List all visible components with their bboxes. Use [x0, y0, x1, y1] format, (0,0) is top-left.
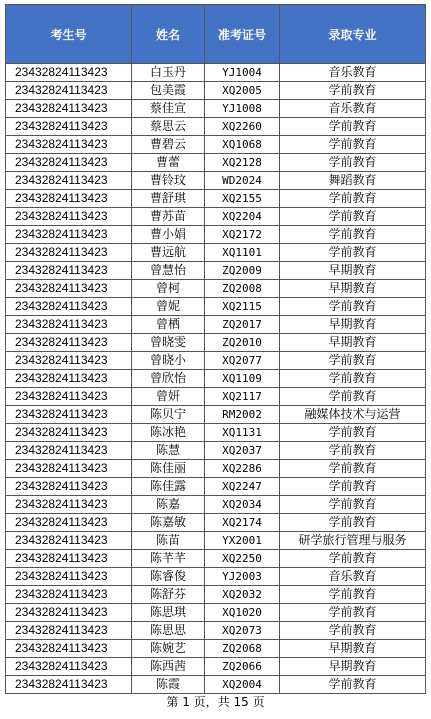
exam-number-cell: ZQ2068	[205, 640, 280, 658]
candidate-number-cell: 23432824113423	[6, 496, 132, 514]
table-row	[6, 586, 426, 604]
table-row	[6, 496, 426, 514]
major-cell: 学前教育	[280, 82, 426, 100]
exam-number-cell: YX2001	[205, 532, 280, 550]
candidate-number-cell: 23432824113423	[6, 262, 132, 280]
candidate-number-cell: 23432824113423	[6, 622, 132, 640]
exam-number-cell: ZQ2010	[205, 334, 280, 352]
table-row	[6, 658, 426, 676]
table-row	[6, 568, 426, 586]
major-cell: 学前教育	[280, 298, 426, 316]
table-row	[6, 424, 426, 442]
candidate-number-cell: 23432824113423	[6, 64, 132, 82]
exam-number-cell: ZQ2008	[205, 280, 280, 298]
table-row	[6, 478, 426, 496]
table-row	[6, 226, 426, 244]
name-cell: 陈睿俊	[132, 568, 205, 586]
candidate-number-cell: 23432824113423	[6, 586, 132, 604]
exam-number-cell: XQ2032	[205, 586, 280, 604]
header-name: 姓名	[132, 5, 205, 64]
exam-number-cell: WD2024	[205, 172, 280, 190]
candidate-number-cell: 23432824113423	[6, 136, 132, 154]
major-cell: 学前教育	[280, 550, 426, 568]
candidate-number-cell: 23432824113423	[6, 640, 132, 658]
major-cell: 音乐教育	[280, 100, 426, 118]
name-cell: 曹远航	[132, 244, 205, 262]
candidate-number-cell: 23432824113423	[6, 298, 132, 316]
major-cell: 学前教育	[280, 424, 426, 442]
table-row	[6, 460, 426, 478]
candidate-number-cell: 23432824113423	[6, 244, 132, 262]
major-cell: 融媒体技术与运营	[280, 406, 426, 424]
candidate-number-cell: 23432824113423	[6, 172, 132, 190]
candidate-number-cell: 23432824113423	[6, 460, 132, 478]
candidate-number-cell: 23432824113423	[6, 676, 132, 694]
exam-number-cell: XQ2115	[205, 298, 280, 316]
major-cell: 学前教育	[280, 226, 426, 244]
table-row	[6, 316, 426, 334]
candidate-number-cell: 23432824113423	[6, 370, 132, 388]
name-cell: 曾妍	[132, 388, 205, 406]
table-row	[6, 388, 426, 406]
major-cell: 学前教育	[280, 676, 426, 694]
major-cell: 早期教育	[280, 262, 426, 280]
exam-number-cell: XQ1109	[205, 370, 280, 388]
candidate-number-cell: 23432824113423	[6, 82, 132, 100]
major-cell: 研学旅行管理与服务	[280, 532, 426, 550]
exam-number-cell: XQ2034	[205, 496, 280, 514]
exam-number-cell: XQ2286	[205, 460, 280, 478]
name-cell: 曾妮	[132, 298, 205, 316]
name-cell: 包美霞	[132, 82, 205, 100]
table-row	[6, 172, 426, 190]
major-cell: 早期教育	[280, 280, 426, 298]
table-row	[6, 334, 426, 352]
exam-number-cell: XQ2073	[205, 622, 280, 640]
candidate-number-cell: 23432824113423	[6, 532, 132, 550]
table-row	[6, 604, 426, 622]
major-cell: 学前教育	[280, 442, 426, 460]
table-row	[6, 532, 426, 550]
candidate-number-cell: 23432824113423	[6, 190, 132, 208]
candidate-number-cell: 23432824113423	[6, 100, 132, 118]
name-cell: 陈婉艺	[132, 640, 205, 658]
exam-number-cell: YJ1004	[205, 64, 280, 82]
table-row	[6, 514, 426, 532]
candidate-number-cell: 23432824113423	[6, 154, 132, 172]
exam-number-cell: XQ2174	[205, 514, 280, 532]
table-row	[6, 82, 426, 100]
name-cell: 白玉丹	[132, 64, 205, 82]
exam-number-cell: ZQ2017	[205, 316, 280, 334]
major-cell: 舞蹈教育	[280, 172, 426, 190]
name-cell: 陈思思	[132, 622, 205, 640]
name-cell: 曹舒琪	[132, 190, 205, 208]
major-cell: 学前教育	[280, 244, 426, 262]
name-cell: 陈佳露	[132, 478, 205, 496]
name-cell: 陈嘉	[132, 496, 205, 514]
name-cell: 曹蕾	[132, 154, 205, 172]
table-row	[6, 352, 426, 370]
table-row	[6, 370, 426, 388]
table-row	[6, 280, 426, 298]
table-row	[6, 550, 426, 568]
table-row	[6, 442, 426, 460]
exam-number-cell: XQ2172	[205, 226, 280, 244]
name-cell: 曹碧云	[132, 136, 205, 154]
candidate-number-cell: 23432824113423	[6, 478, 132, 496]
name-cell: 陈佳丽	[132, 460, 205, 478]
table-row	[6, 100, 426, 118]
page-footer: 第 1 页，共 15 页	[166, 695, 265, 709]
major-cell: 学前教育	[280, 496, 426, 514]
name-cell: 曾栖	[132, 316, 205, 334]
exam-number-cell: XQ2260	[205, 118, 280, 136]
major-cell: 早期教育	[280, 334, 426, 352]
exam-number-cell: XQ1020	[205, 604, 280, 622]
exam-number-cell: XQ2077	[205, 352, 280, 370]
name-cell: 曾慧怡	[132, 262, 205, 280]
name-cell: 陈慧	[132, 442, 205, 460]
candidate-number-cell: 23432824113423	[6, 388, 132, 406]
table-header-row	[6, 5, 426, 64]
major-cell: 学前教育	[280, 478, 426, 496]
name-cell: 陈贝宁	[132, 406, 205, 424]
exam-number-cell: XQ2117	[205, 388, 280, 406]
name-cell: 曹苏苗	[132, 208, 205, 226]
candidate-number-cell: 23432824113423	[6, 424, 132, 442]
major-cell: 学前教育	[280, 388, 426, 406]
table-row	[6, 154, 426, 172]
name-cell: 蔡思云	[132, 118, 205, 136]
exam-number-cell: XQ2250	[205, 550, 280, 568]
major-cell: 学前教育	[280, 586, 426, 604]
exam-number-cell: XQ1101	[205, 244, 280, 262]
name-cell: 陈舒芬	[132, 586, 205, 604]
name-cell: 曾晓雯	[132, 334, 205, 352]
major-cell: 学前教育	[280, 604, 426, 622]
candidate-number-cell: 23432824113423	[6, 118, 132, 136]
candidate-number-cell: 23432824113423	[6, 442, 132, 460]
major-cell: 学前教育	[280, 460, 426, 478]
name-cell: 曾柯	[132, 280, 205, 298]
exam-number-cell: XQ2204	[205, 208, 280, 226]
exam-number-cell: XQ2037	[205, 442, 280, 460]
candidate-number-cell: 23432824113423	[6, 604, 132, 622]
exam-number-cell: XQ1131	[205, 424, 280, 442]
table-row	[6, 676, 426, 694]
header-admitted-major: 录取专业	[280, 5, 426, 64]
name-cell: 陈苗	[132, 532, 205, 550]
major-cell: 学前教育	[280, 622, 426, 640]
exam-number-cell: RM2002	[205, 406, 280, 424]
table-row	[6, 298, 426, 316]
table-row	[6, 406, 426, 424]
table-row	[6, 244, 426, 262]
exam-number-cell: YJ1008	[205, 100, 280, 118]
candidate-number-cell: 23432824113423	[6, 352, 132, 370]
exam-number-cell: XQ2155	[205, 190, 280, 208]
exam-number-cell: ZQ2066	[205, 658, 280, 676]
table-row	[6, 190, 426, 208]
table-row	[6, 208, 426, 226]
exam-number-cell: XQ2128	[205, 154, 280, 172]
major-cell: 学前教育	[280, 154, 426, 172]
exam-number-cell: XQ2004	[205, 676, 280, 694]
table-row	[6, 640, 426, 658]
name-cell: 陈芊芊	[132, 550, 205, 568]
table-row	[6, 262, 426, 280]
candidate-number-cell: 23432824113423	[6, 316, 132, 334]
name-cell: 陈霞	[132, 676, 205, 694]
major-cell: 早期教育	[280, 316, 426, 334]
candidate-number-cell: 23432824113423	[6, 226, 132, 244]
major-cell: 音乐教育	[280, 64, 426, 82]
major-cell: 学前教育	[280, 190, 426, 208]
major-cell: 早期教育	[280, 658, 426, 676]
candidate-number-cell: 23432824113423	[6, 280, 132, 298]
major-cell: 音乐教育	[280, 568, 426, 586]
exam-number-cell: XQ2005	[205, 82, 280, 100]
candidate-number-cell: 23432824113423	[6, 658, 132, 676]
exam-number-cell: YJ2003	[205, 568, 280, 586]
candidate-number-cell: 23432824113423	[6, 568, 132, 586]
candidate-number-cell: 23432824113423	[6, 406, 132, 424]
candidate-number-cell: 23432824113423	[6, 208, 132, 226]
name-cell: 曹小娟	[132, 226, 205, 244]
major-cell: 学前教育	[280, 208, 426, 226]
name-cell: 陈思琪	[132, 604, 205, 622]
table-row	[6, 64, 426, 82]
name-cell: 陈冰艳	[132, 424, 205, 442]
name-cell: 蔡佳宣	[132, 100, 205, 118]
name-cell: 陈嘉敏	[132, 514, 205, 532]
admission-table	[5, 4, 426, 694]
table-body	[6, 64, 426, 694]
major-cell: 学前教育	[280, 352, 426, 370]
candidate-number-cell: 23432824113423	[6, 550, 132, 568]
exam-number-cell: XQ1068	[205, 136, 280, 154]
header-exam-number: 准考证号	[205, 5, 280, 64]
name-cell: 陈西茜	[132, 658, 205, 676]
major-cell: 学前教育	[280, 136, 426, 154]
name-cell: 曹铃玟	[132, 172, 205, 190]
exam-number-cell: XQ2247	[205, 478, 280, 496]
major-cell: 学前教育	[280, 514, 426, 532]
name-cell: 曾晓小	[132, 352, 205, 370]
candidate-number-cell: 23432824113423	[6, 334, 132, 352]
table-row	[6, 118, 426, 136]
major-cell: 学前教育	[280, 370, 426, 388]
name-cell: 曾欣怡	[132, 370, 205, 388]
major-cell: 学前教育	[280, 118, 426, 136]
table-row	[6, 622, 426, 640]
header-candidate-number: 考生号	[6, 5, 132, 64]
table-row	[6, 136, 426, 154]
major-cell: 早期教育	[280, 640, 426, 658]
exam-number-cell: ZQ2009	[205, 262, 280, 280]
candidate-number-cell: 23432824113423	[6, 514, 132, 532]
